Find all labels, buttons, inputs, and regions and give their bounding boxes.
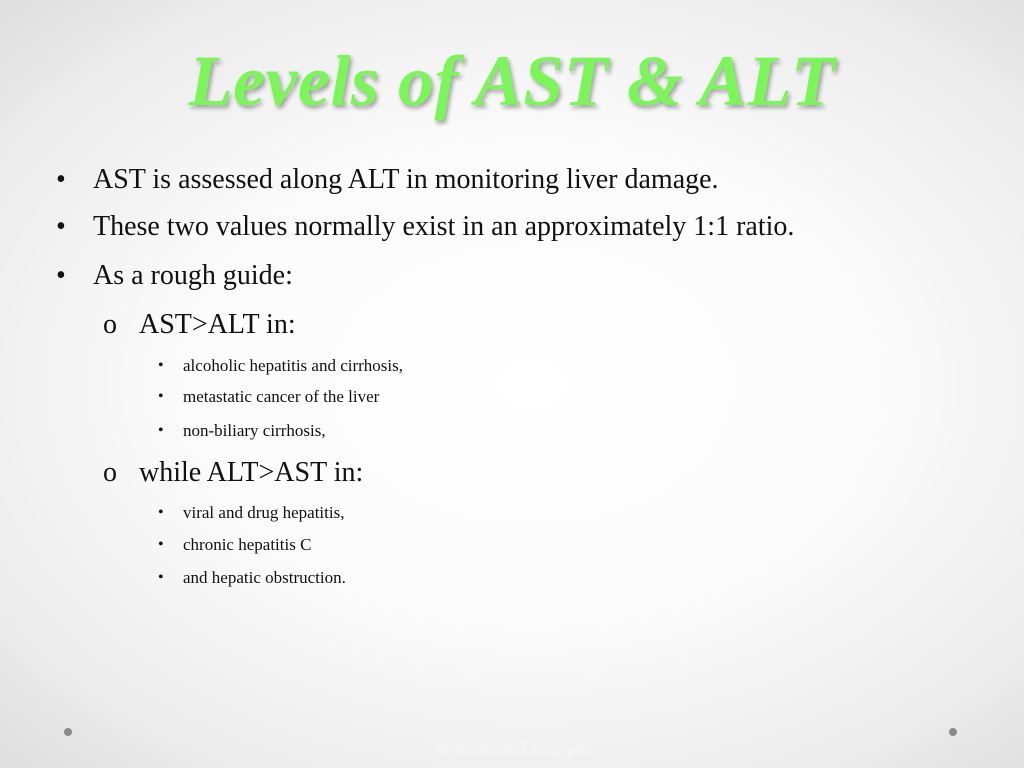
bullet-marker: • [56, 211, 66, 242]
bullet-text: AST is assessed along ALT in monitoring liver damage. [93, 164, 719, 195]
sub-bullet-marker: o [103, 457, 117, 488]
bullet-marker: • [56, 164, 66, 195]
list-item-text: viral and drug hepatitis, [183, 503, 345, 522]
slide-title: Levels of AST & ALT [188, 41, 836, 121]
footer-left-dot-icon [64, 728, 72, 736]
list-item-text: alcoholic hepatitis and cirrhosis, [183, 356, 403, 375]
list-item-text: and hepatic obstruction. [183, 568, 346, 587]
list-item-marker: • [158, 357, 164, 374]
sub-heading-text: while ALT>AST in: [139, 457, 364, 488]
list-item-marker: • [158, 536, 164, 553]
footer-right-dot-icon [949, 728, 957, 736]
bullet-text: These two values normally exist in an approximately 1:1 ratio. [93, 211, 795, 242]
bullet-text: As a rough guide: [93, 260, 293, 291]
sub-heading-text: AST>ALT in: [139, 309, 296, 340]
list-item-marker: • [158, 504, 164, 521]
list-item-text: chronic hepatitis C [183, 535, 312, 554]
list-item-text: non-biliary cirrhosis, [183, 421, 326, 440]
list-item-marker: • [158, 569, 164, 586]
list-item-marker: • [158, 422, 164, 439]
footer-author: Mohammed Laqqan [433, 738, 591, 758]
bullet-marker: • [56, 260, 66, 291]
list-item-text: metastatic cancer of the liver [183, 387, 380, 406]
list-item-marker: • [158, 388, 164, 405]
sub-bullet-marker: o [103, 309, 117, 340]
